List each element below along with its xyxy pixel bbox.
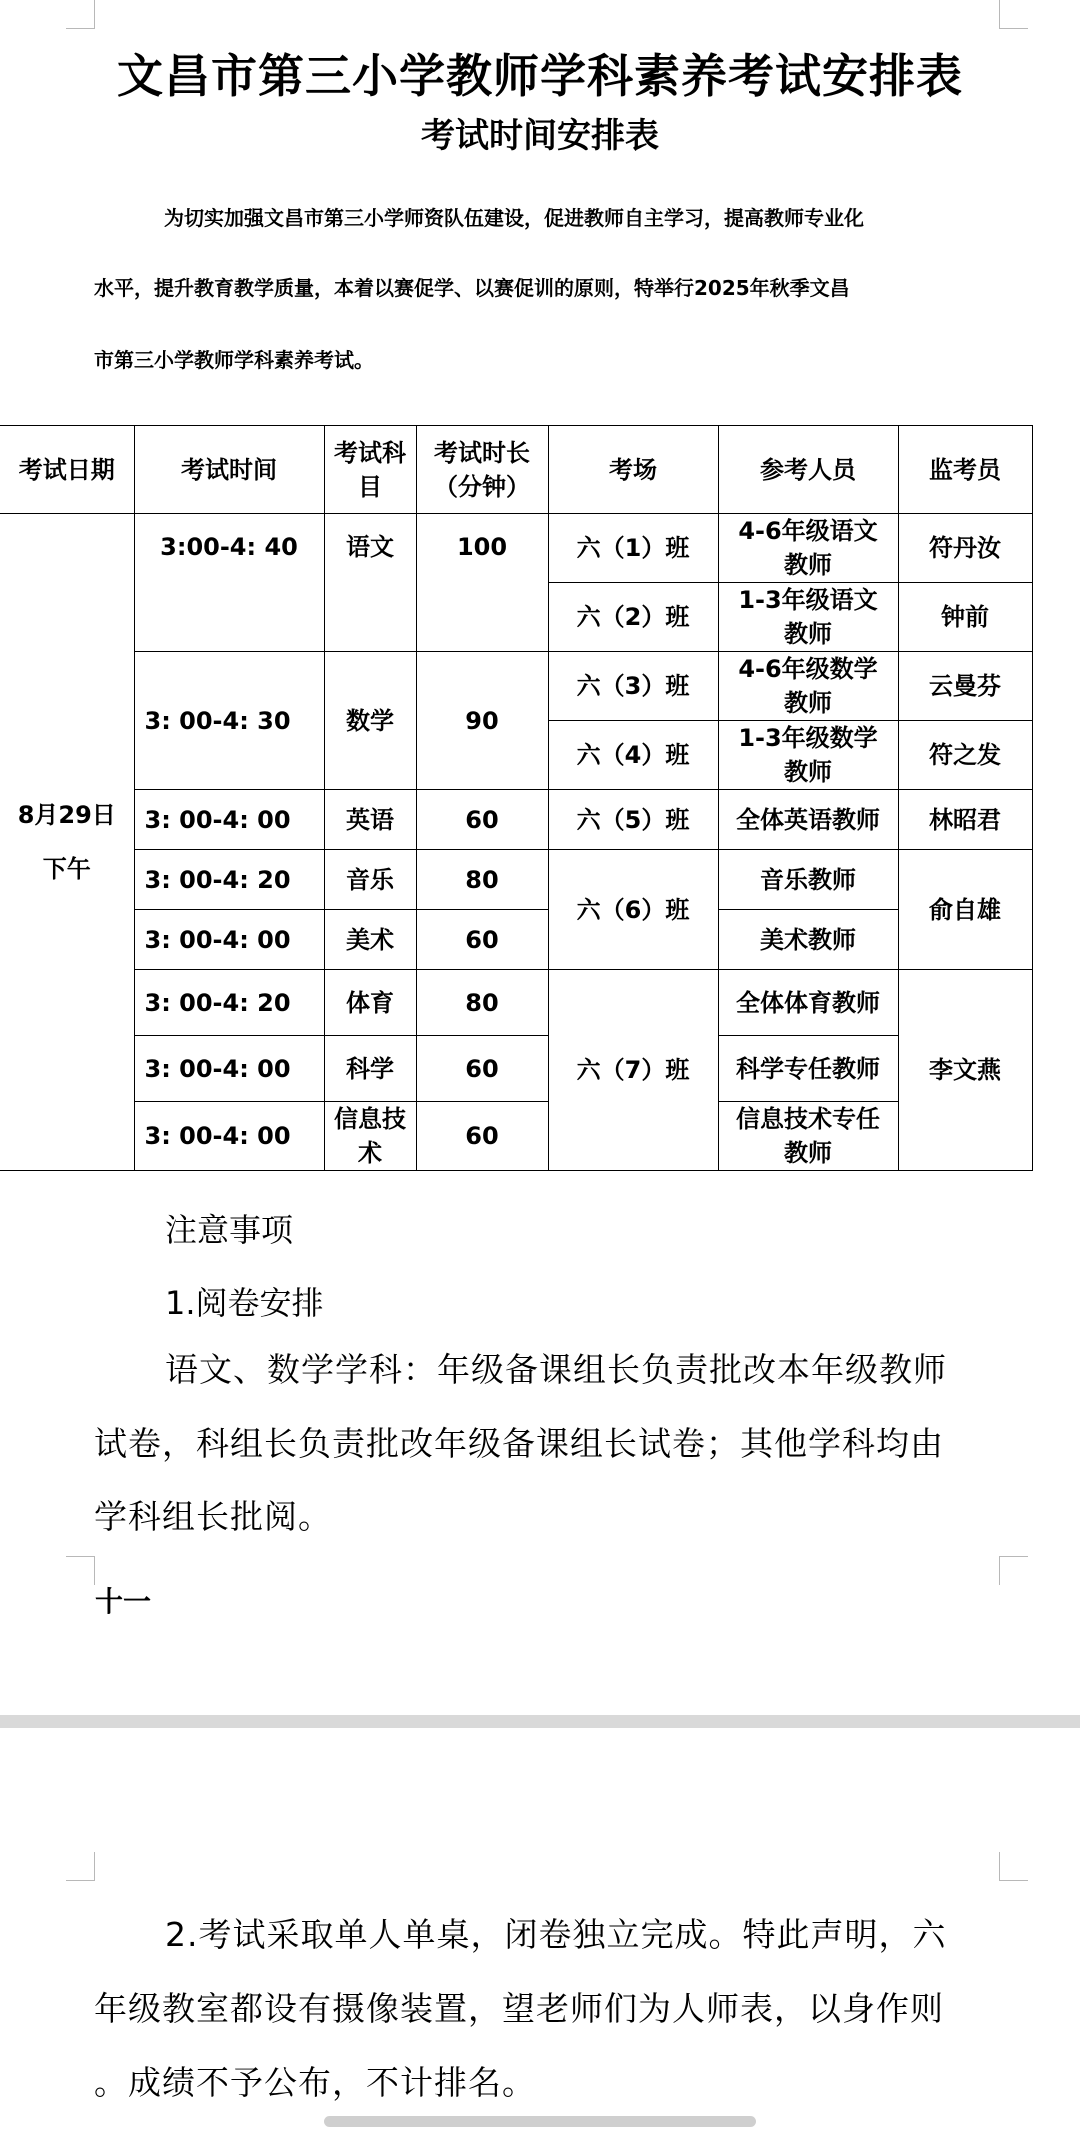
exam-participants: 科学专任教师 [718,1036,898,1102]
exam-time: 3: 00-4: 00 [134,1036,324,1102]
table-row [0,652,1032,721]
exam-participants [718,721,898,790]
exam-duration: 60 [416,790,548,850]
header-participants: 参考人员 [718,426,898,514]
exam-time: 3: 00-4: 30 [134,652,324,790]
exam-subject: 美术 [324,910,416,970]
intro-line: 市第三小学教师学科素养考试。 [94,348,374,372]
exam-participants: 美术教师 [718,910,898,970]
exam-duration: 60 [416,1102,548,1171]
page-corner-mark [66,0,95,29]
participants-line: 4-6年级数学 [738,655,878,683]
page-corner-mark [999,1556,1028,1585]
header-room: 考场 [548,426,718,514]
page-corner-mark [66,1556,95,1585]
header-duration-line: （分钟） [434,472,530,501]
exam-date: 8月29日 [17,801,116,829]
exam-subject [324,1102,416,1171]
page-separator [0,1715,1080,1728]
participants-line: 教师 [784,1139,832,1167]
exam-room: 六（1）班 [548,514,718,583]
exam-invigilator: 符丹汝 [898,514,1032,583]
exam-participants: 全体体育教师 [718,970,898,1036]
exam-period: 下午 [42,855,91,883]
exam-participants: 全体英语教师 [718,790,898,850]
header-date: 考试日期 [0,426,134,514]
exam-time: 3: 00-4: 00 [134,910,324,970]
exam-room: 六（2）班 [548,583,718,652]
exam-participants [718,1102,898,1171]
exam-duration: 80 [416,850,548,910]
item1-line: 语文、数学学科：年级备课组长负责批改本年级教师 [165,1350,947,1389]
participants-line: 教师 [784,551,832,579]
page-corner-mark [66,1852,95,1881]
exam-room: 六（4）班 [548,721,718,790]
exam-participants: 音乐教师 [718,850,898,910]
exam-invigilator: 符之发 [898,721,1032,790]
header-subject [324,426,416,514]
item2-line: 年级教室都设有摄像装置，望老师们为人师表，以身作则 [94,1989,944,2028]
exam-time: 3: 00-4: 00 [134,1102,324,1171]
notes-heading: 注意事项 [165,1211,294,1249]
exam-subject: 音乐 [324,850,416,910]
exam-duration: 60 [416,910,548,970]
page-corner-mark [999,0,1028,29]
participants-line: 教师 [784,689,832,717]
header-invigilator: 监考员 [898,426,1032,514]
header-time: 考试时间 [134,426,324,514]
exam-invigilator: 钟前 [898,583,1032,652]
table-row [0,910,1032,970]
table-row [0,1036,1032,1102]
item1-line: 学科组长批阅。 [94,1497,332,1536]
exam-subject: 语文 [324,514,416,652]
participants-line: 1-3年级数学 [738,724,878,752]
exam-room: 六（7）班 [548,970,718,1171]
exam-invigilator: 林昭君 [898,790,1032,850]
exam-time: 3: 00-4: 20 [134,970,324,1036]
exam-room: 六（6）班 [548,850,718,970]
exam-duration: 60 [416,1036,548,1102]
table-header-row [0,426,1032,514]
document-subtitle: 考试时间安排表 [421,116,659,156]
table-row [0,514,1032,583]
item1-line: 试卷，科组长负责批改年级备课组长试卷；其他学科均由 [94,1424,944,1463]
exam-invigilator: 云曼芬 [898,652,1032,721]
exam-participants [718,652,898,721]
table-row [0,1102,1032,1171]
exam-participants [718,514,898,583]
exam-subject: 科学 [324,1036,416,1102]
document-page-2 [0,1728,1080,2133]
participants-line: 信息技术专任 [736,1105,880,1133]
item2-line: 2.考试采取单人单桌，闭卷独立完成。特此声明，六 [165,1915,947,1954]
exam-time: 3: 00-4: 00 [134,790,324,850]
header-subject-line: 考试科 [334,438,406,467]
exam-room: 六（5）班 [548,790,718,850]
document-title: 文昌市第三小学教师学科素养考试安排表 [117,49,963,103]
header-duration-line: 考试时长 [434,438,530,467]
table-row [0,790,1032,850]
header-subject-line: 目 [358,472,382,501]
exam-duration: 90 [416,652,548,790]
exam-subject: 英语 [324,790,416,850]
exam-invigilator: 李文燕 [898,970,1032,1171]
exam-invigilator: 俞自雄 [898,850,1032,970]
exam-subject: 数学 [324,652,416,790]
item2-line: 。成绩不予公布，不计排名。 [94,2063,536,2102]
participants-line: 教师 [784,620,832,648]
participants-line: 教师 [784,758,832,786]
table-row [0,970,1032,1036]
exam-time: 3:00-4: 40 [134,514,324,652]
header-duration [416,426,548,514]
exam-schedule-table [0,425,1033,1171]
exam-subject: 体育 [324,970,416,1036]
exam-time: 3: 00-4: 20 [134,850,324,910]
item1-heading: 1.阅卷安排 [165,1284,324,1322]
page-corner-mark [999,1852,1028,1881]
page-number: 十一 [95,1585,152,1618]
subject-line: 信息技 [334,1105,406,1133]
exam-participants [718,583,898,652]
exam-room: 六（3）班 [548,652,718,721]
exam-duration: 100 [416,514,548,652]
subject-line: 术 [358,1139,382,1167]
exam-date-cell [0,514,134,1171]
participants-line: 4-6年级语文 [738,517,878,545]
intro-line: 水平，提升教育教学质量，本着以赛促学、以赛促训的原则，特举行2025年秋季文昌 [94,276,850,300]
exam-duration: 80 [416,970,548,1036]
home-indicator[interactable] [324,2116,756,2127]
participants-line: 1-3年级语文 [738,586,878,614]
table-row [0,850,1032,910]
intro-line: 为切实加强文昌市第三小学师资队伍建设，促进教师自主学习，提高教师专业化 [164,206,864,230]
